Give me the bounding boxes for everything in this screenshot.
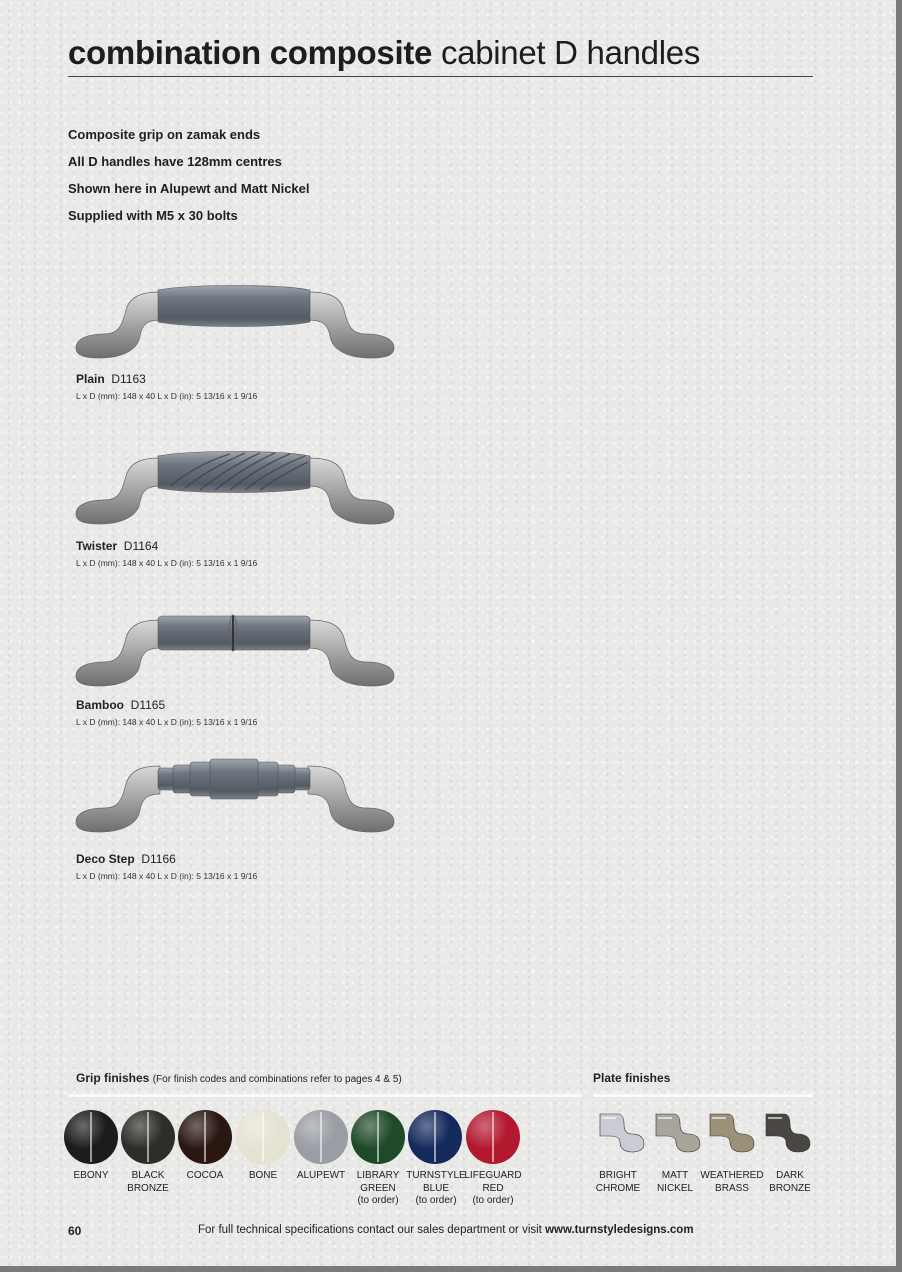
intro-line: Composite grip on zamak ends — [68, 127, 261, 142]
swatch-label: BONE — [248, 1170, 278, 1181]
footer-url[interactable]: www.turnstyledesigns.com — [545, 1224, 694, 1236]
intro-list — [68, 126, 310, 234]
plate-label: DARK BRONZE — [769, 1170, 811, 1194]
grip-finishes-rule — [68, 1094, 582, 1097]
twister-handle-image — [70, 450, 400, 530]
swatch-cocoa[interactable] — [178, 1110, 232, 1164]
product-dims-twister: L x D (mm): 148 x 40 L x D (in): 5 13/16 x 1 9/16 — [76, 558, 258, 568]
bamboo-handle-image — [70, 612, 400, 692]
product-name-bamboo: Bamboo D1165 — [76, 698, 166, 712]
intro-line: Supplied with M5 x 30 bolts — [68, 208, 238, 223]
plate-finishes-rule — [593, 1094, 813, 1097]
product-dims-bamboo: L x D (mm): 148 x 40 L x D (in): 5 13/16 x 1 9/16 — [76, 717, 258, 727]
intro-line: All D handles have 128mm centres — [68, 154, 282, 169]
swatch-bone[interactable] — [236, 1110, 290, 1164]
product-dims-deco-step: L x D (mm): 148 x 40 L x D (in): 5 13/16 x 1 9/16 — [76, 871, 258, 881]
plate-finishes-title: Plate finishes — [593, 1071, 671, 1085]
page-title: combination composite cabinet D handles — [68, 34, 701, 71]
footer-contact: For full technical specifications contact our sales department or visit www.turnstyledesigns.com — [198, 1224, 694, 1236]
product-dims-plain: L x D (mm): 148 x 40 L x D (in): 5 13/16 x 1 9/16 — [76, 391, 258, 401]
swatch-label: LIBRARY GREEN (to order) — [356, 1170, 400, 1206]
swatch-label: LIFEGUARD RED (to order) — [464, 1170, 522, 1206]
intro-line: Shown here in Alupewt and Matt Nickel — [68, 181, 310, 196]
plate-dark-bronze[interactable] — [762, 1108, 814, 1154]
page-number: 60 — [68, 1224, 82, 1238]
swatch-ebony[interactable] — [64, 1110, 118, 1164]
plate-label: WEATHERED BRASS — [700, 1170, 764, 1194]
swatch-label: COCOA — [186, 1170, 224, 1181]
deco-step-handle-image — [70, 758, 400, 838]
swatch-turnstyle-blue[interactable] — [408, 1110, 462, 1164]
product-name-twister: Twister D1164 — [76, 539, 159, 553]
title-rule — [68, 76, 813, 77]
swatch-label: TURNSTYLE BLUE (to order) — [406, 1170, 466, 1206]
product-name-deco-step: Deco Step D1166 — [76, 852, 176, 866]
swatch-label: ALUPEWT — [296, 1170, 346, 1181]
swatch-black-bronze[interactable] — [121, 1110, 175, 1164]
grip-finishes-title: Grip finishes (For finish codes and combinations refer to pages 4 & 5) — [76, 1071, 402, 1085]
swatch-label: BLACK BRONZE — [127, 1170, 169, 1194]
swatch-lifeguard-red[interactable] — [466, 1110, 520, 1164]
plate-weathered-brass[interactable] — [706, 1108, 758, 1154]
plate-matt-nickel[interactable] — [652, 1108, 704, 1154]
swatch-library-green[interactable] — [351, 1110, 405, 1164]
plate-bright-chrome[interactable] — [596, 1108, 648, 1154]
plate-label: BRIGHT CHROME — [595, 1170, 641, 1194]
plate-label: MATT NICKEL — [656, 1170, 694, 1194]
swatch-alupewt[interactable] — [294, 1110, 348, 1164]
swatch-label: EBONY — [73, 1170, 109, 1181]
product-name-plain: Plain D1163 — [76, 372, 146, 386]
plain-handle-image — [70, 284, 400, 364]
